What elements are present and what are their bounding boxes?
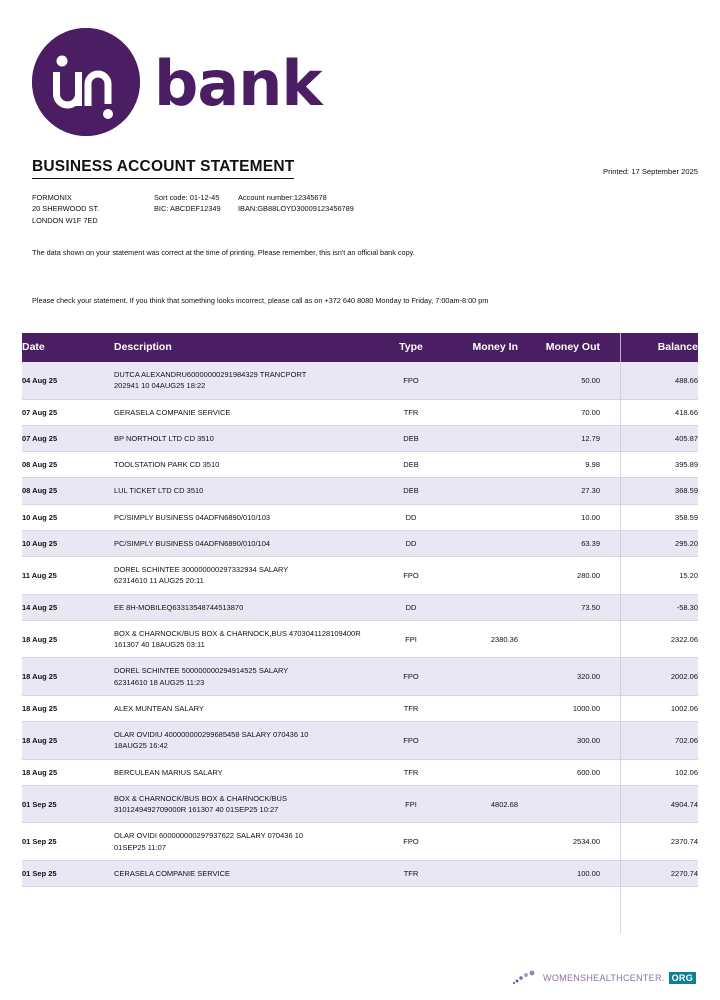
description-line-2: 01SEP25 11:07 [114, 842, 166, 852]
cell-money-in [440, 478, 518, 504]
account-info-block [32, 192, 354, 226]
cell-type: TFR [382, 860, 440, 886]
cell-money-out: 50.00 [518, 362, 600, 399]
cell-balance: 2370.74 [600, 823, 698, 861]
cell-balance: 702.06 [600, 722, 698, 760]
table-row[interactable] [22, 722, 698, 760]
cell-description [114, 362, 382, 399]
bank-wordmark: bank [154, 47, 322, 120]
cell-money-out: 1000.00 [518, 695, 600, 721]
cell-description [114, 759, 382, 785]
cell-money-in [440, 362, 518, 399]
cell-money-out: 12.79 [518, 425, 600, 451]
description-line-1: PC/SIMPLY BUSINESS 04ADFN6890/010/104 [114, 538, 271, 548]
page-title: BUSINESS ACCOUNT STATEMENT [32, 158, 294, 179]
table-row[interactable] [22, 530, 698, 556]
description-line-1: CERASELA COMPANIE SERVICE [114, 868, 231, 878]
cell-description [114, 695, 382, 721]
column-header-type[interactable]: Type [382, 333, 440, 362]
cell-balance: 368.59 [600, 478, 698, 504]
sort-code-value: 01-12-45 [189, 193, 220, 202]
cell-balance: 4904.74 [600, 785, 698, 823]
cell-money-in [440, 823, 518, 861]
cell-description [114, 530, 382, 556]
cell-type: DD [382, 504, 440, 530]
cell-description [114, 658, 382, 696]
description-line-1: EE 8H-MOBILEQ63313548744513870 [114, 602, 244, 612]
description-line-1: DOREL SCHINTEE 500000000294914525 SALARY [114, 666, 289, 676]
cell-money-in [440, 695, 518, 721]
cell-date: 18 Aug 25 [22, 658, 114, 696]
cell-type: TFR [382, 759, 440, 785]
cell-description [114, 557, 382, 595]
cell-balance: 405.87 [600, 425, 698, 451]
cell-description [114, 594, 382, 620]
cell-money-out: 100.00 [518, 860, 600, 886]
inbank-circle-icon [32, 28, 140, 136]
cell-money-out: 10.00 [518, 504, 600, 530]
cell-description [114, 620, 382, 658]
cell-balance: 102.06 [600, 759, 698, 785]
cell-description [114, 860, 382, 886]
cell-description [114, 823, 382, 861]
cell-date: 07 Aug 25 [22, 399, 114, 425]
description-line-2: 62314610 18 AUG25 11:23 [114, 677, 205, 687]
bank-logo [32, 28, 322, 136]
cell-money-in [440, 759, 518, 785]
printing-notice: The data shown on your statement was correct at the time of printing. Please remember, this isn't an official bank copy. [32, 248, 415, 257]
description-line-1: BOX & CHARNOCK/BUS BOX & CHARNOCK,BUS 4703041128109400R [114, 628, 361, 638]
cell-date: 08 Aug 25 [22, 452, 114, 478]
table-row[interactable] [22, 557, 698, 595]
cell-date: 04 Aug 25 [22, 362, 114, 399]
cell-money-out: 600.00 [518, 759, 600, 785]
description-line-1: OLAR OVIDIU 400000000299685458 SALARY 070436 10 [114, 730, 309, 739]
cell-balance: 2002.06 [600, 658, 698, 696]
bic-label: BIC: [154, 204, 169, 214]
description-line-1: BOX & CHARNOCK/BUS BOX & CHARNOCK/BUS [114, 793, 287, 803]
cell-description [114, 478, 382, 504]
cell-type: DEB [382, 452, 440, 478]
cell-money-out: 27.30 [518, 478, 600, 504]
table-row[interactable] [22, 362, 698, 399]
cell-date: 10 Aug 25 [22, 504, 114, 530]
table-row[interactable] [22, 860, 698, 886]
description-line-1: DUTCA ALEXANDRU60000000291984329 TRANCPORT [114, 370, 307, 379]
money-out-divider [620, 333, 621, 933]
table-header [22, 333, 698, 362]
description-line-1: LUL TICKET LTD CD 3510 [114, 486, 204, 496]
account-holder-address [32, 192, 154, 226]
description-line-1: OLAR OVIDI 600000000297937622 SALARY 070436 10 [114, 831, 304, 841]
site-watermark [513, 970, 696, 986]
holder-address-line1: 20 SHERWOOD ST. [32, 204, 100, 214]
bic-value: ABCDEF12349 [170, 204, 221, 214]
cell-type: DEB [382, 478, 440, 504]
table-row[interactable] [22, 759, 698, 785]
cell-money-in [440, 594, 518, 620]
cell-money-out [518, 785, 600, 823]
account-number-value: 12345678 [293, 193, 327, 202]
holder-name: FORMONIX [32, 193, 72, 202]
cell-date: 01 Sep 25 [22, 860, 114, 886]
column-header-date[interactable]: Date [22, 333, 114, 362]
cell-date: 18 Aug 25 [22, 759, 114, 785]
watermark-org-badge: ORG [669, 972, 696, 984]
cell-type: FPO [382, 823, 440, 861]
sort-code-label: Sort code: [154, 193, 188, 202]
cell-type: FPO [382, 658, 440, 696]
iban-label: IBAN: [238, 204, 258, 214]
cell-date: 18 Aug 25 [22, 620, 114, 658]
cell-money-in [440, 530, 518, 556]
cell-type: FPO [382, 722, 440, 760]
cell-balance: 2270.74 [600, 860, 698, 886]
cell-money-in [440, 860, 518, 886]
cell-date: 01 Sep 25 [22, 823, 114, 861]
table-row[interactable] [22, 658, 698, 696]
cell-description [114, 399, 382, 425]
cell-money-in [440, 452, 518, 478]
cell-balance: 395.89 [600, 452, 698, 478]
cell-money-in [440, 722, 518, 760]
cell-money-in [440, 557, 518, 595]
account-numbers [154, 192, 354, 226]
description-line-1: GERASELA COMPANIE SERVICE [114, 407, 231, 417]
cell-date: 11 Aug 25 [22, 557, 114, 595]
holder-address-line2: LONDON W1F 7ED [32, 215, 98, 225]
dots-icon [513, 970, 539, 986]
cell-money-out: 2534.00 [518, 823, 600, 861]
description-line-2: 161307 40 18AUG25 03:11 [114, 640, 205, 649]
cell-type: FPI [382, 785, 440, 823]
description-line-1: BP NORTHOLT LTD CD 3510 [114, 433, 214, 443]
cell-balance: 2322.06 [600, 620, 698, 658]
cell-type: FPO [382, 362, 440, 399]
cell-description [114, 722, 382, 760]
cell-balance: 488.66 [600, 362, 698, 399]
cell-type: TFR [382, 399, 440, 425]
printed-date: Printed: 17 September 2025 [603, 167, 698, 176]
cell-money-out: 63.39 [518, 530, 600, 556]
cell-balance: 15.20 [600, 557, 698, 595]
column-header-description[interactable]: Description [114, 333, 382, 362]
bic-iban-line [154, 203, 354, 214]
cell-description [114, 785, 382, 823]
column-header-balance[interactable]: Balance [600, 333, 698, 362]
description-line-1: ALEX MUNTEAN SALARY [114, 703, 204, 713]
cell-balance: 418.66 [600, 399, 698, 425]
table-row[interactable] [22, 695, 698, 721]
cell-money-out: 300.00 [518, 722, 600, 760]
cell-type: FPI [382, 620, 440, 658]
cell-type: DD [382, 530, 440, 556]
cell-date: 18 Aug 25 [22, 722, 114, 760]
description-line-2: 3101249492709000R 161307 40 01SEP25 10:27 [114, 805, 279, 814]
cell-money-out [518, 620, 600, 658]
cell-balance: 1002.06 [600, 695, 698, 721]
cell-money-in [440, 425, 518, 451]
table-row[interactable] [22, 785, 698, 823]
cell-balance: 358.59 [600, 504, 698, 530]
cell-money-in [440, 658, 518, 696]
table-header-row [22, 333, 698, 362]
cell-date: 18 Aug 25 [22, 695, 114, 721]
contact-notice: Please check your statement. If you think that something looks incorrect, please call as on +372 640 8080 Monday to Friday, 7:00am-8:00 pm [32, 296, 489, 305]
table-row[interactable] [22, 594, 698, 620]
cell-type: DEB [382, 425, 440, 451]
cell-money-in [440, 399, 518, 425]
transactions-table [22, 333, 698, 887]
cell-money-in [440, 504, 518, 530]
iban-value: GB88LOYD30009123456789 [257, 204, 354, 214]
column-header-money-out[interactable]: Money Out [518, 333, 600, 362]
description-line-2: 202941 10 04AUG25 18:22 [114, 381, 206, 391]
cell-type: DD [382, 594, 440, 620]
description-line-1: TOOLSTATION PARK CD 3510 [114, 460, 220, 469]
column-header-money-in[interactable]: Money In [440, 333, 518, 362]
description-line-2: 18AUG25 16:42 [114, 741, 168, 751]
sort-code-line [154, 192, 354, 203]
description-line-2: 62314610 11 AUG25 20:11 [114, 576, 204, 586]
cell-date: 10 Aug 25 [22, 530, 114, 556]
cell-date: 08 Aug 25 [22, 478, 114, 504]
table-body [22, 362, 698, 887]
description-line-1: BERCULEAN MARIUS SALARY [114, 767, 223, 777]
watermark-text: WOMENSHEALTHCENTER. [543, 973, 665, 983]
table-row[interactable] [22, 452, 698, 478]
title-row [32, 158, 698, 179]
cell-date: 01 Sep 25 [22, 785, 114, 823]
table-row[interactable] [22, 823, 698, 861]
description-line-1: PC/SIMPLY BUSINESS 04ADFN6890/010/103 [114, 512, 271, 522]
cell-money-out: 320.00 [518, 658, 600, 696]
cell-money-out: 73.50 [518, 594, 600, 620]
table-row[interactable] [22, 504, 698, 530]
table-row[interactable] [22, 620, 698, 658]
cell-balance: -58.30 [600, 594, 698, 620]
table-row[interactable] [22, 425, 698, 451]
cell-balance: 295.20 [600, 530, 698, 556]
cell-money-in: 4802.68 [440, 785, 518, 823]
cell-money-out: 70.00 [518, 399, 600, 425]
cell-type: TFR [382, 695, 440, 721]
account-number-label: Account number: [238, 193, 294, 202]
description-line-1: DOREL SCHINTEE 300000000297332934 SALARY [114, 565, 289, 574]
cell-description [114, 504, 382, 530]
cell-description [114, 425, 382, 451]
table-row[interactable] [22, 478, 698, 504]
table-row[interactable] [22, 399, 698, 425]
cell-money-out: 9.98 [518, 452, 600, 478]
cell-description [114, 452, 382, 478]
cell-money-in: 2380.36 [440, 620, 518, 658]
cell-date: 14 Aug 25 [22, 594, 114, 620]
cell-type: FPO [382, 557, 440, 595]
cell-date: 07 Aug 25 [22, 425, 114, 451]
cell-money-out: 280.00 [518, 557, 600, 595]
